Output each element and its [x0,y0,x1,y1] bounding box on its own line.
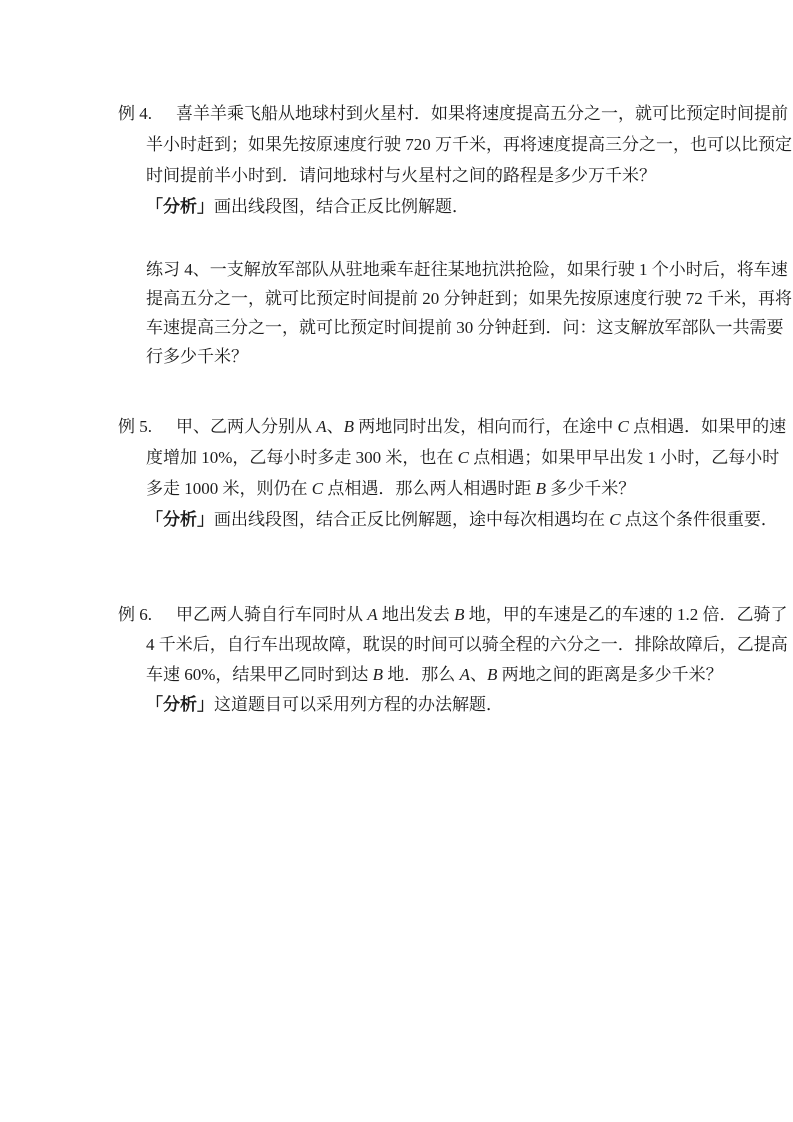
problem-text: 一支解放军部队从驻地乘车赶往某地抗洪抢险，如果行驶 1 个小时后，将车速 [209,260,788,279]
problem-text: 多走 1000 米，则仍在 C 点相遇．那么两人相遇时距 B 多少千米？ [146,479,636,498]
analysis-line [118,504,778,535]
problem-label: 例 4. [118,104,152,123]
problem-text: 行多少千米？ [146,347,248,366]
problem-label: 例 6. [118,605,152,624]
problem-text-line [118,442,780,473]
problem-text-line [118,160,680,191]
problem-text-line [118,284,792,313]
problem-text: 甲乙两人骑自行车同时从 A 地出发去 B 地，甲的车速是乙的车速的 1.2 倍．乙骑了 [176,605,788,624]
problem-text: 甲、乙两人分别从 A、B 两地同时出发，相向而行，在途中 C 点相遇．如果甲的速 [176,417,787,436]
practice-4-block [118,255,792,371]
problem-text-line [118,98,788,129]
problem-text: 时间提前半小时到．请问地球村与火星村之间的路程是多少万千米？ [146,166,656,185]
problem-text-line [118,255,788,284]
analysis-line [118,690,680,720]
problem-text-line [118,313,784,342]
problem-text-line [118,473,680,504]
analysis-label: 「分析」 [146,197,214,216]
analysis-label: 「分析」 [146,695,214,714]
problem-text-line [118,660,723,690]
problem-text: 喜羊羊乘飞船从地球村到火星村．如果将速度提高五分之一，就可比预定时间提前 [176,104,788,123]
analysis-line [118,191,680,222]
example-5-block [118,411,787,535]
example-6-block [118,600,788,720]
problem-text-line [118,630,788,660]
problem-text: 车速 60%，结果甲乙同时到达 B 地．那么 A、B 两地之间的距离是多少千米？ [146,665,723,684]
problem-text: 度增加 10%，乙每小时多走 300 米，也在 C 点相遇；如果甲早出发 1 小时，乙每小时 [146,448,780,467]
problem-text-line [118,342,680,371]
analysis-text: 画出线段图，结合正反比例解题． [214,197,469,216]
problem-text-line [118,129,792,160]
problem-text-line [118,411,787,442]
problem-text: 车速提高三分之一，就可比预定时间提前 30 分钟赶到．问：这支解放军部队一共需要 [146,318,784,337]
problem-text: 提高五分之一，就可比预定时间提前 20 分钟赶到；如果先按原速度行驶 72 千米，再将 [146,289,792,308]
problem-text-line [118,600,788,630]
problem-text: 半小时赶到；如果先按原速度行驶 720 万千米，再将速度提高三分之一，也可以比预定 [146,135,792,154]
problem-label: 例 5. [118,417,152,436]
analysis-text: 这道题目可以采用列方程的办法解题． [214,695,503,714]
example-4-block [118,98,792,222]
analysis-text: 画出线段图，结合正反比例解题，途中每次相遇均在 C 点这个条件很重要． [214,510,778,529]
problem-label: 练习 4、 [146,260,210,279]
analysis-label: 「分析」 [146,510,214,529]
problem-text: 4 千米后，自行车出现故障，耽误的时间可以骑全程的六分之一．排除故障后，乙提高 [146,635,788,654]
